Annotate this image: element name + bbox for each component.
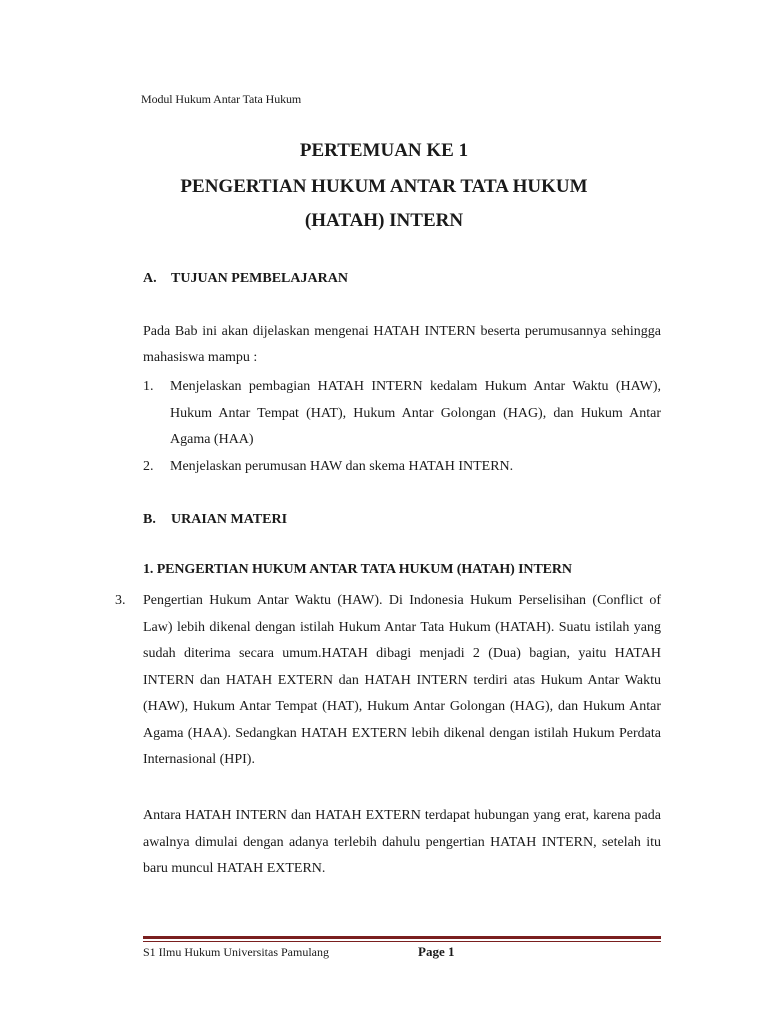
body-paragraph: Antara HATAH INTERN dan HATAH EXTERN terdapat hubungan yang erat, karena pada awalnya dimulai dengan adanya terlebih dahulu pengertian HATAH INTERN, setelah itu baru muncul HATAH EXTERN. xyxy=(143,808,661,876)
page-number: Page 1 xyxy=(418,944,455,959)
section-b-letter: B. xyxy=(143,512,156,527)
section-b-heading xyxy=(143,512,287,528)
title-main: PENGERTIAN HUKUM ANTAR TATA HUKUM xyxy=(180,176,588,197)
numbered-paragraph xyxy=(115,588,661,774)
footer-rule-thick xyxy=(143,936,661,939)
footer-institution: S1 Ilmu Hukum Universitas Pamulang xyxy=(143,945,329,959)
list-item-number: 1. xyxy=(143,379,154,394)
list-item-text: Menjelaskan pembagian HATAH INTERN kedalam Hukum Antar Waktu (HAW), Hukum Antar Tempat (HAT), Hukum Antar Golongan (HAG), dan Hukum Antar Agama (HAA) xyxy=(170,379,661,447)
list-item-number: 2. xyxy=(143,458,154,474)
objectives-list xyxy=(143,374,661,480)
footer-rule-thin xyxy=(143,941,661,942)
section-a-letter: A. xyxy=(143,271,157,286)
list-item xyxy=(143,374,661,454)
list-item xyxy=(143,454,661,481)
title-subtitle: (HATAH) INTERN xyxy=(304,210,464,231)
title-meeting: PERTEMUAN KE 1 xyxy=(299,140,469,161)
section-b-title: URAIAN MATERI xyxy=(171,512,288,527)
section-a-title: TUJUAN PEMBELAJARAN xyxy=(171,271,348,286)
numbered-paragraph-text: Pengertian Hukum Antar Waktu (HAW). Di Indonesia Hukum Perselisihan (Conflict of Law) lebih dikenal dengan istilah Hukum Antar Tata Hukum (HATAH). Suatu istilah yang sudah diterima secara umum.HATAH dibagi menjadi 2 (Dua) bagian, yaitu HATAH INTERN dan HATAH EXTERN dan HATAH INTERN terdiri atas Hukum Antar Waktu (HAW), Hukum Antar Tempat (HAT), Hukum Antar Golongan (HAG), dan Hukum Antar Agama (HAA). Sedangkan HATAH EXTERN lebih dikenal dengan istilah Hukum Perdata Internasional (HPI). xyxy=(143,593,661,767)
subsection-heading: 1. PENGERTIAN HUKUM ANTAR TATA HUKUM (HATAH) INTERN xyxy=(143,562,572,577)
running-header: Modul Hukum Antar Tata Hukum xyxy=(141,92,302,106)
section-a-intro: Pada Bab ini akan dijelaskan mengenai HATAH INTERN beserta perumusannya sehingga mahasiswa mampu : xyxy=(143,324,661,365)
numbered-paragraph-number: 3. xyxy=(115,593,126,608)
section-a-heading xyxy=(143,271,348,287)
list-item-text: Menjelaskan perumusan HAW dan skema HATAH INTERN. xyxy=(170,458,514,474)
